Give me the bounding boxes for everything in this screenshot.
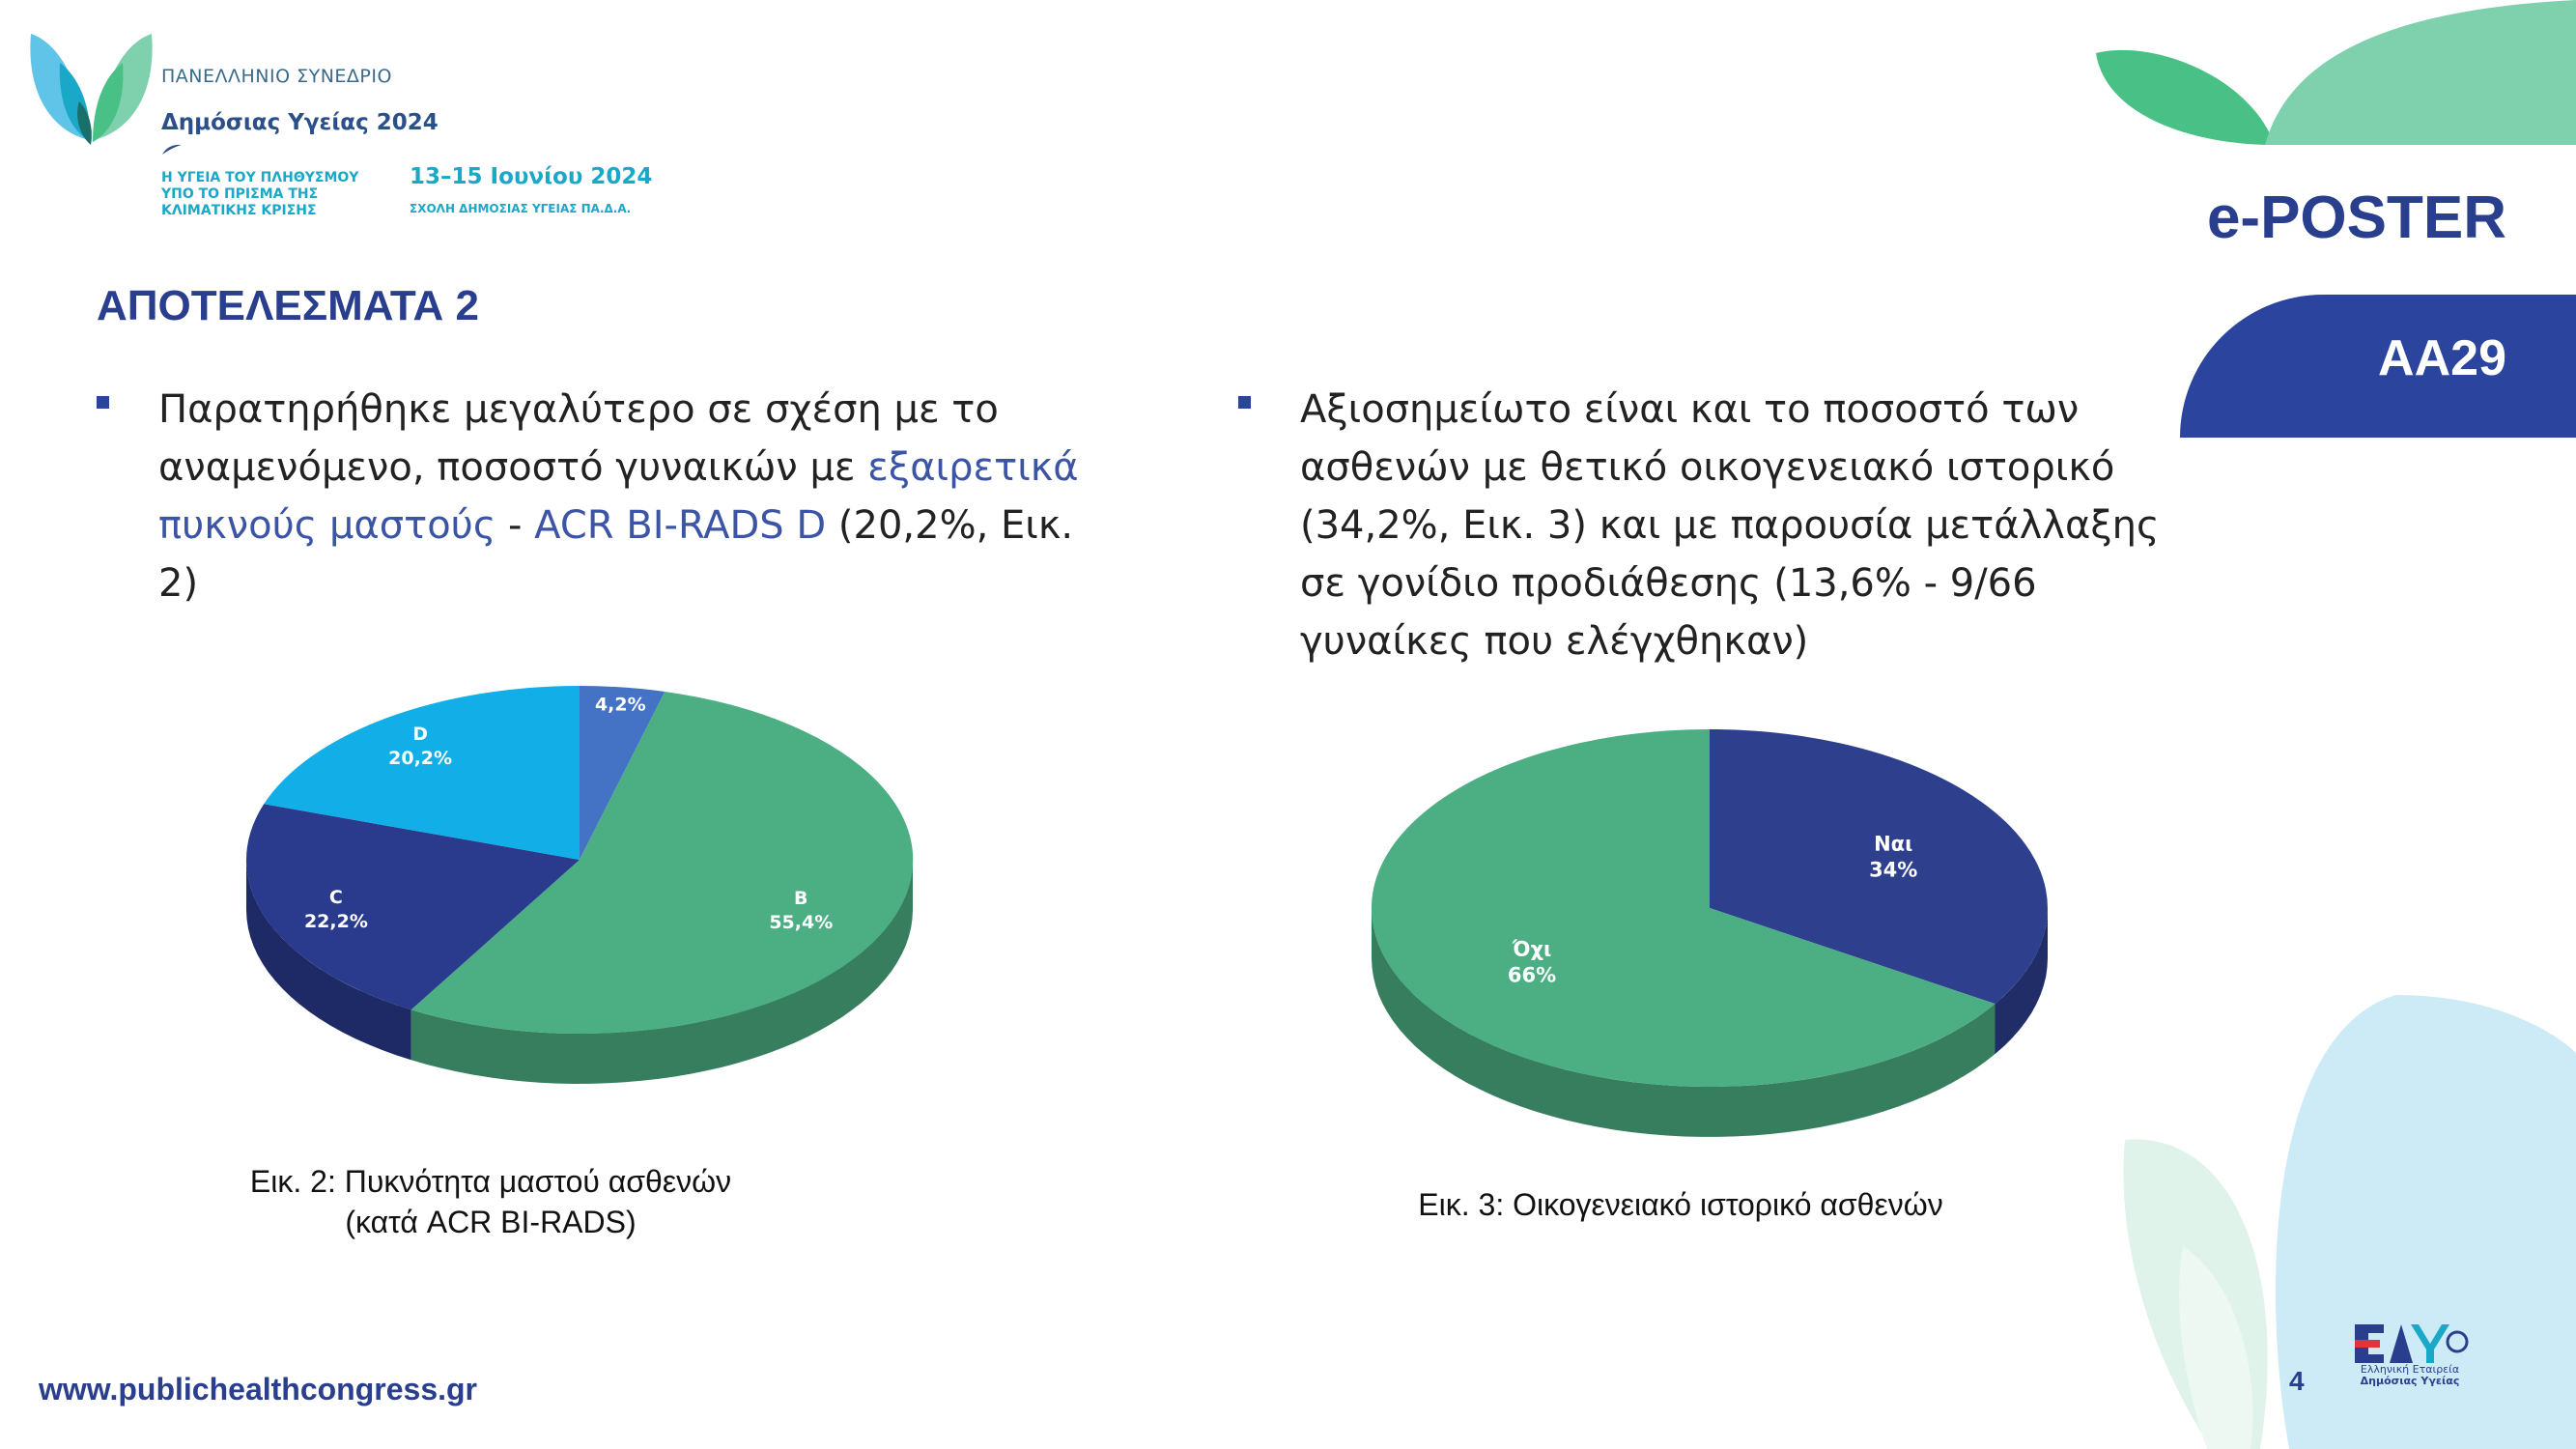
pie-chart-family-history xyxy=(1352,773,2067,1159)
logo-swoosh-icon xyxy=(160,143,184,156)
bullet-1-highlight-density: εξαιρετικά πυκνούς μαστούς xyxy=(158,445,1079,548)
bullet-1-post: (20,2%, Εικ. 2) xyxy=(158,503,1074,606)
bullet-item-2 xyxy=(1238,381,2204,680)
pie-label-category: Όχι xyxy=(1512,937,1552,961)
pie-label-category: A xyxy=(612,669,628,692)
pie-label-value: 55,4% xyxy=(769,911,834,933)
figure-2-caption-line-1: Εικ. 2: Πυκνότητα μαστού ασθενών xyxy=(249,1164,732,1199)
pie-label-value: 4,2% xyxy=(594,694,646,716)
logo-line-1: ΠΑΝΕΛΛΗΝΙΟ ΣΥΝΕΔΡΙΟ xyxy=(161,66,392,87)
pie-label-category: C xyxy=(328,887,343,909)
bullet-1-highlight-birads: ACR BI-RADS D xyxy=(534,503,827,548)
bullet-text-2: Αξιοσημείωτο είναι και το ποσοστό των ασθενών με θετικό οικογενειακό ιστορικό (34,2%, Εικ. 3) και με παρουσία μετάλλαξης σε γονίδιο προδιάθεσης (13,6% - 9/66 γυναίκες που ελέγχθηκαν) xyxy=(1300,387,2160,664)
pie-label-value: 66% xyxy=(1507,963,1557,987)
pie-label-value: 22,2% xyxy=(303,911,368,933)
edy-name-line-1: Ελληνική Εταιρεία xyxy=(2360,1363,2460,1376)
bullet-text-1 xyxy=(158,381,1086,612)
footer-website-link[interactable]: www.publichealthcongress.gr xyxy=(39,1372,477,1406)
congress-logo-icon xyxy=(21,24,161,150)
bullet-item-1 xyxy=(97,381,1079,622)
eposter-badge: e-POSTER xyxy=(2206,185,2506,251)
pie-label-value: 34% xyxy=(1869,858,1918,882)
logo-line-2: Δημόσιας Υγείας 2024 xyxy=(161,110,439,135)
decorative-leaves-top-right xyxy=(2067,0,2576,145)
logo-dates: 13–15 Ιουνίου 2024 xyxy=(410,164,653,189)
bullet-marker xyxy=(1238,396,1251,409)
figure-3-caption: Εικ. 3: Οικογενειακό ιστορικό ασθενών xyxy=(1418,1187,1943,1222)
poster-code-tab xyxy=(2180,295,2576,438)
edy-organization-name xyxy=(2345,1364,2475,1387)
section-title: ΑΠΟΤΕΛΕΣΜΑΤΑ 2 xyxy=(97,282,479,329)
figure-2-caption xyxy=(249,1161,732,1242)
pie-label-category: D xyxy=(412,724,428,746)
logo-subtitle: Η ΥΓΕΙΑ ΤΟΥ ΠΛΗΘΥΣΜΟΥ ΥΠΟ ΤΟ ΠΡΙΣΜΑ ΤΗΣ ΚΛΙΜΑΤΙΚΗΣ ΚΡΙΣΗΣ xyxy=(161,170,359,218)
pie-chart-breast-density xyxy=(222,669,937,1121)
page-number: 4 xyxy=(2289,1366,2305,1396)
bullet-1-separator: - xyxy=(495,503,535,548)
poster-code: ΑΑ29 xyxy=(2378,330,2506,386)
bullet-1-pre: Παρατηρήθηκε μεγαλύτερο σε σχέση με το αναμενόμενο, ποσοστό γυναικών με xyxy=(158,387,999,490)
logo-place: ΣΧΟΛΗ ΔΗΜΟΣΙΑΣ ΥΓΕΙΑΣ ΠΑ.Δ.Α. xyxy=(410,202,632,215)
figure-2-caption-line-2: (κατά ACR BI-RADS) xyxy=(345,1205,637,1239)
pie-label-category: B xyxy=(794,887,808,909)
edy-name-line-2: Δημόσιας Υγείας xyxy=(2360,1375,2460,1387)
bullet-marker xyxy=(97,396,109,409)
pie-label-category: Ναι xyxy=(1874,832,1913,856)
pie-label-value: 20,2% xyxy=(388,748,453,770)
